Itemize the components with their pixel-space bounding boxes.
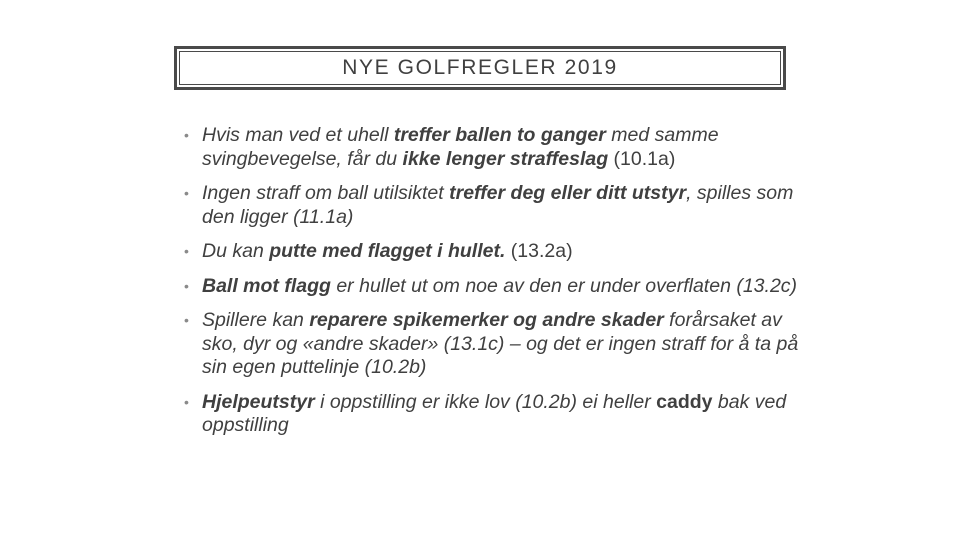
bullet-item	[184, 182, 804, 229]
bullet-item	[184, 309, 804, 380]
bullet-dot-icon: •	[184, 185, 189, 201]
bullet-text-segment: reparere spikemerker og andre skader	[309, 309, 664, 331]
bullet-text-segment: Spillere kan	[202, 309, 310, 331]
bullet-text-segment: treffer deg eller ditt utstyr	[449, 182, 687, 204]
bullet-text-segment: putte med flagget i hullet.	[269, 240, 506, 262]
bullet-list	[184, 124, 804, 449]
bullet-text-segment: Ball mot flagg	[202, 274, 331, 297]
bullet-text-segment: Hvis man ved et uhell	[202, 124, 394, 146]
bullet-text-segment: , spilles som den ligger (11.1a)	[202, 182, 794, 228]
bullet-text-segment: Ingen straff om ball utilsiktet	[202, 182, 450, 204]
slide-title: NYE GOLFREGLER 2019	[342, 56, 618, 79]
bullet-text-segment: treffer ballen to ganger	[393, 124, 606, 146]
bullet-text-segment: ikke lenger straffeslag	[402, 147, 609, 170]
bullet-text-segment: caddy	[656, 390, 713, 413]
bullet-text-segment: i oppstilling er ikke lov (10.2b) ei heller	[314, 390, 657, 413]
bullet-dot-icon: •	[184, 312, 189, 328]
bullet-text-segment: (13.2a)	[505, 240, 573, 262]
bullet-dot-icon: •	[184, 393, 189, 410]
bullet-text-segment: bak ved oppstilling	[202, 390, 787, 436]
bullet-item	[184, 275, 804, 299]
bullet-item	[184, 240, 804, 264]
bullet-text-segment: med samme svingbevegelse, får du	[202, 124, 719, 170]
bullet-dot-icon: •	[184, 277, 189, 294]
bullet-dot-icon: •	[184, 243, 189, 259]
bullet-item	[184, 391, 804, 438]
bullet-dot-icon: •	[184, 127, 189, 143]
bullet-text-segment: Du kan	[202, 240, 270, 262]
bullet-text-segment: er hullet ut om noe av den er under overflaten (13.2c)	[330, 274, 798, 297]
bullet-text-segment: Hjelpeutstyr	[202, 390, 315, 413]
bullet-text-segment: forårsaket av sko, dyr og «andre skader» (13.1c) – og det er ingen straff for å ta på sin egen puttelinje (10.2b)	[202, 309, 799, 378]
title-box	[174, 46, 786, 90]
bullet-item	[184, 124, 804, 171]
bullet-text-segment: (10.1a)	[608, 147, 676, 170]
